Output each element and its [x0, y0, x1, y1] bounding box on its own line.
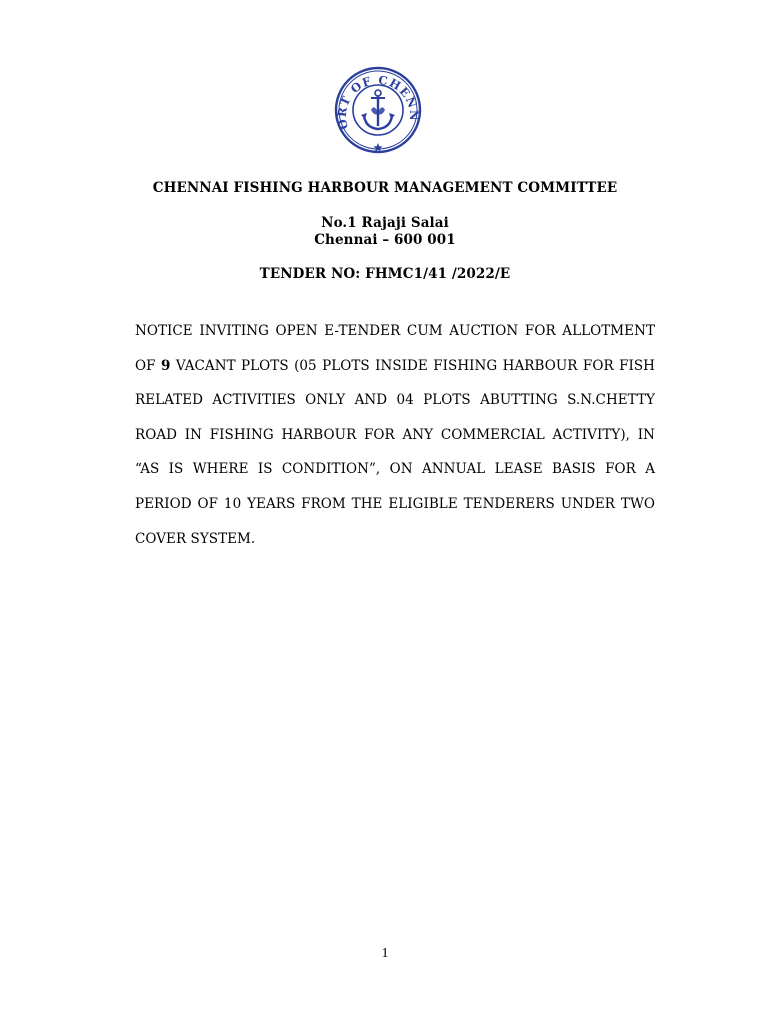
seal-ring-text: ORT OF CHENN — [334, 72, 422, 131]
plots-count: 9 — [160, 357, 171, 374]
tender-number: TENDER NO: FHMC1/41 /2022/E — [259, 266, 511, 282]
notice-text-part2: VACANT PLOTS (05 PLOTS INSIDE FISHING HARBOUR FOR FISH RELATED ACTIVITIES ONLY AND 04 PLOTS ABUTTING S.N.CHETTY ROAD IN FISHING HARBOUR FOR ANY COMMERCIAL ACTIVITY), IN “AS IS WHERE IS CONDITION”, ON ANNUAL LEASE BASIS FOR A PERIOD OF 10 YEARS FROM THE ELIGIBLE TENDERERS UNDER TWO COVER SYSTEM. — [135, 357, 655, 547]
address-line-1: No.1 Rajaji Salai — [321, 215, 449, 231]
port-of-chennai-seal-icon — [333, 66, 423, 154]
notice-text-part1: NOTICE INVITING OPEN E-TENDER CUM AUCTION FOR ALLOTMENT OF — [135, 323, 655, 374]
page-number: 1 — [381, 946, 389, 961]
committee-title: CHENNAI FISHING HARBOUR MANAGEMENT COMMITTEE — [152, 180, 618, 196]
address-line-2: Chennai – 600 001 — [314, 232, 456, 248]
notice-paragraph — [135, 314, 655, 556]
